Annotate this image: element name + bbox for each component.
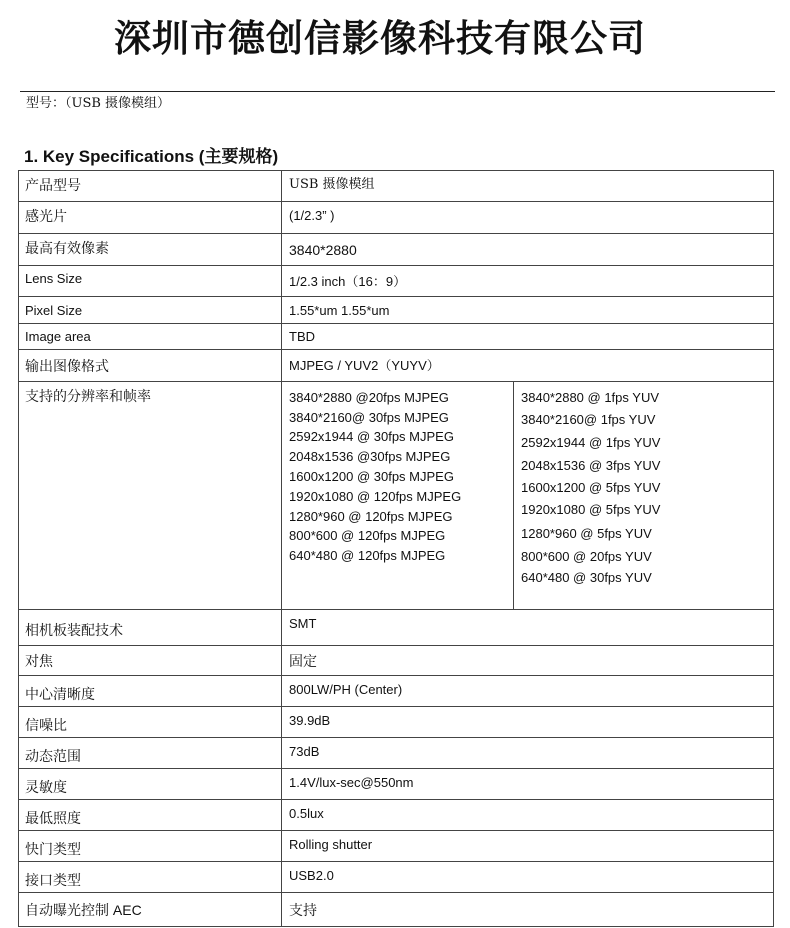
list-item: 1600x1200 @ 30fps MJPEG bbox=[289, 469, 454, 484]
spec-label: 产品型号 bbox=[19, 171, 282, 202]
spec-value: 3840*2880 bbox=[282, 234, 774, 266]
list-item: 1920x1080 @ 5fps YUV bbox=[521, 501, 661, 517]
spec-value: 1.55*um 1.55*um bbox=[282, 297, 774, 324]
table-row bbox=[19, 610, 774, 646]
spec-value: 800LW/PH (Center) bbox=[282, 676, 774, 707]
spec-label: Pixel Size bbox=[19, 297, 282, 324]
list-item: 640*480 @ 30fps YUV bbox=[521, 569, 652, 585]
spec-label: 快门类型 bbox=[19, 831, 282, 862]
yuv-resolution-list bbox=[514, 382, 774, 610]
table-row bbox=[19, 234, 774, 266]
table-row bbox=[19, 266, 774, 297]
table-row bbox=[19, 893, 774, 927]
table-row bbox=[19, 324, 774, 350]
list-item: 1600x1200 @ 5fps YUV bbox=[521, 479, 661, 495]
spec-value: (1/2.3” ) bbox=[282, 202, 774, 234]
spec-label: Lens Size bbox=[19, 266, 282, 297]
spec-table bbox=[18, 170, 774, 927]
table-row bbox=[19, 831, 774, 862]
table-row bbox=[19, 297, 774, 324]
spec-value: 73dB bbox=[282, 738, 774, 769]
spec-label: 接口类型 bbox=[19, 862, 282, 893]
table-row bbox=[19, 707, 774, 738]
list-item: 2592x1944 @ 1fps YUV bbox=[521, 434, 661, 450]
spec-value: Rolling shutter bbox=[282, 831, 774, 862]
spec-label: 输出图像格式 bbox=[19, 350, 282, 382]
table-row bbox=[19, 676, 774, 707]
table-row bbox=[19, 738, 774, 769]
spec-label: 中心清晰度 bbox=[19, 676, 282, 707]
spec-value: 39.9dB bbox=[282, 707, 774, 738]
company-name: 深圳市德创信影像科技有限公司 bbox=[114, 17, 646, 60]
spec-label: 支持的分辨率和帧率 bbox=[19, 382, 282, 610]
spec-value: SMT bbox=[282, 610, 774, 646]
spec-value: 0.5lux bbox=[282, 800, 774, 831]
spec-label: 自动曝光控制 AEC bbox=[19, 893, 282, 927]
spec-label: 最高有效像素 bbox=[19, 234, 282, 266]
table-row bbox=[19, 202, 774, 234]
table-row bbox=[19, 862, 774, 893]
spec-value: 支持 bbox=[282, 893, 774, 927]
spec-value: 固定 bbox=[282, 646, 774, 676]
table-row bbox=[19, 171, 774, 202]
spec-label: 动态范围 bbox=[19, 738, 282, 769]
list-item: 1920x1080 @ 120fps MJPEG bbox=[289, 489, 462, 504]
spec-label: 最低照度 bbox=[19, 800, 282, 831]
spec-value: 1.4V/lux-sec@550nm bbox=[282, 769, 774, 800]
list-item: 1280*960 @ 120fps MJPEG bbox=[289, 508, 453, 524]
section-title: 1. Key Specifications (主要规格) bbox=[24, 147, 279, 166]
list-item: 640*480 @ 120fps MJPEG bbox=[289, 547, 446, 563]
spec-value: USB2.0 bbox=[282, 862, 774, 893]
list-item: 3840*2160@ 1fps YUV bbox=[521, 411, 656, 427]
model-line: 型号：（USB 摄像模组） bbox=[26, 96, 171, 111]
list-item: 2048x1536 @30fps MJPEG bbox=[289, 448, 451, 464]
spec-value: 1/2.3 inch（16：9） bbox=[282, 266, 774, 297]
list-item: 800*600 @ 120fps MJPEG bbox=[289, 528, 446, 543]
table-row bbox=[19, 646, 774, 676]
table-row bbox=[19, 769, 774, 800]
spec-value: TBD bbox=[282, 324, 774, 350]
list-item: 3840*2880 @20fps MJPEG bbox=[289, 390, 449, 405]
list-item: 1280*960 @ 5fps YUV bbox=[521, 525, 652, 541]
spec-label: Image area bbox=[19, 324, 282, 350]
spec-label: 对焦 bbox=[19, 646, 282, 676]
list-item: 2592x1944 @ 30fps MJPEG bbox=[289, 429, 454, 444]
table-row bbox=[19, 382, 774, 610]
spec-label: 感光片 bbox=[19, 202, 282, 234]
list-item: 2048x1536 @ 3fps YUV bbox=[521, 457, 661, 473]
table-row bbox=[19, 350, 774, 382]
spec-value: MJPEG / YUV2（YUYV） bbox=[282, 350, 774, 382]
mjpeg-resolution-list bbox=[282, 382, 514, 610]
spec-label: 信噪比 bbox=[19, 707, 282, 738]
list-item: 3840*2160@ 30fps MJPEG bbox=[289, 409, 449, 425]
list-item: 800*600 @ 20fps YUV bbox=[521, 548, 652, 564]
table-row bbox=[19, 800, 774, 831]
spec-value: USB 摄像模组 bbox=[282, 171, 774, 202]
spec-label: 相机板装配技术 bbox=[19, 610, 282, 646]
list-item: 3840*2880 @ 1fps YUV bbox=[521, 390, 659, 405]
spec-label: 灵敏度 bbox=[19, 769, 282, 800]
